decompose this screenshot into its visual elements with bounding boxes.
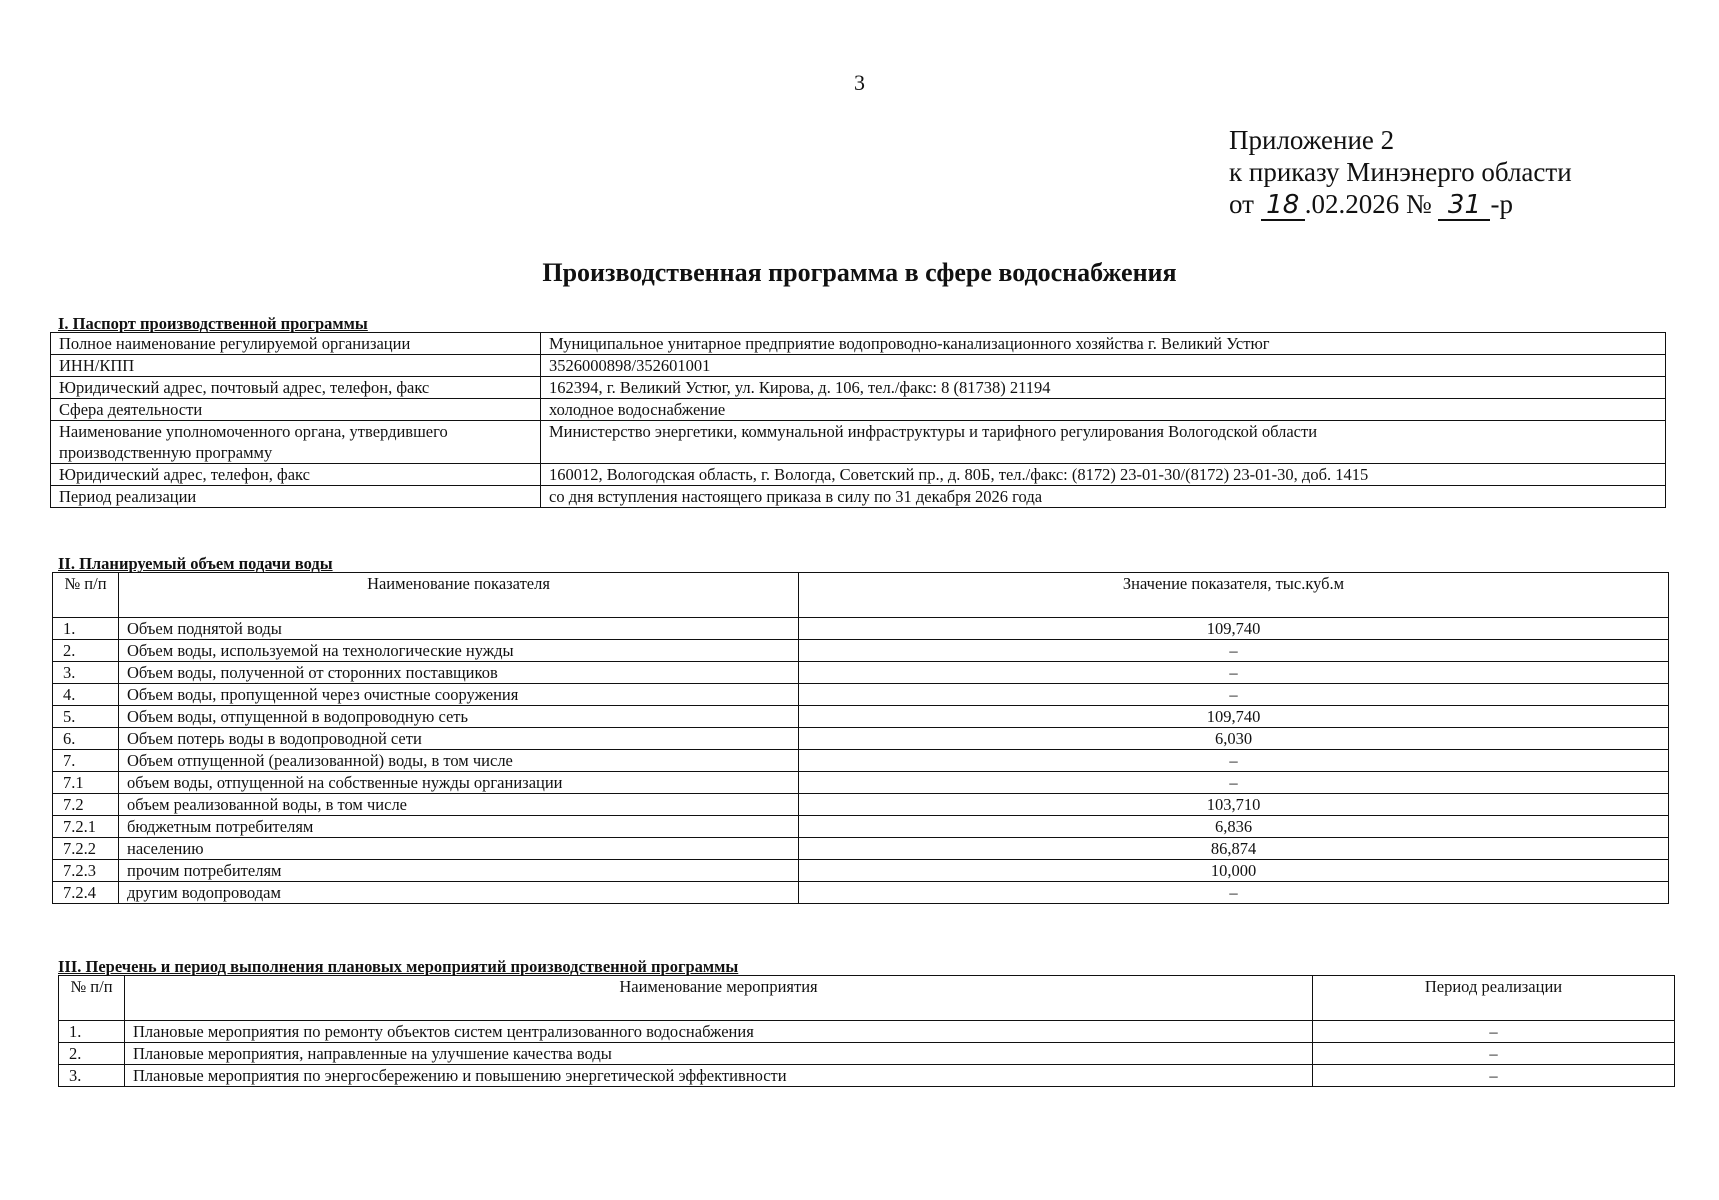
indicator-name: прочим потребителям [119, 860, 799, 882]
passport-table [50, 332, 1666, 508]
row-num: 3. [53, 662, 119, 684]
indicator-name: объем реализованной воды, в том числе [119, 794, 799, 816]
measure-period: – [1313, 1065, 1675, 1087]
measure-name: Плановые мероприятия, направленные на улучшение качества воды [125, 1043, 1313, 1065]
header-indicator-value: Значение показателя, тыс.куб.м [799, 573, 1669, 618]
indicator-value: 6,030 [799, 728, 1669, 750]
passport-label: Юридический адрес, почтовый адрес, телефон, факс [51, 377, 541, 399]
passport-label: Наименование уполномоченного органа, утвердившего производственную программу [51, 421, 541, 464]
row-num: 7.2.2 [53, 838, 119, 860]
header-period: Период реализации [1313, 976, 1675, 1021]
passport-label: Сфера деятельности [51, 399, 541, 421]
table-row [51, 377, 1666, 399]
passport-value: холодное водоснабжение [541, 399, 1666, 421]
indicator-name: Объем поднятой воды [119, 618, 799, 640]
row-num: 7.2 [53, 794, 119, 816]
table-row [53, 794, 1669, 816]
indicator-name: Объем воды, отпущенной в водопроводную сеть [119, 706, 799, 728]
row-num: 7.1 [53, 772, 119, 794]
row-num: 2. [59, 1043, 125, 1065]
indicator-name: Объем воды, используемой на технологические нужды [119, 640, 799, 662]
table-row [53, 860, 1669, 882]
passport-label: Полное наименование регулируемой организации [51, 333, 541, 355]
measure-period: – [1313, 1043, 1675, 1065]
measure-name: Плановые мероприятия по энергосбережению и повышению энергетической эффективности [125, 1065, 1313, 1087]
indicator-value: 6,836 [799, 816, 1669, 838]
indicator-value: 10,000 [799, 860, 1669, 882]
row-num: 7.2.3 [53, 860, 119, 882]
table-row [53, 618, 1669, 640]
indicator-name: другим водопроводам [119, 882, 799, 904]
section-3-title: III. Перечень и период выполнения плановых мероприятий производственной программы [58, 957, 739, 976]
table-row [53, 662, 1669, 684]
indicator-value: – [799, 772, 1669, 794]
appendix-line-1: Приложение 2 [1229, 125, 1395, 155]
passport-value: 3526000898/352601001 [541, 355, 1666, 377]
row-num: 5. [53, 706, 119, 728]
date-rest: .02.2026 № [1304, 189, 1432, 219]
table-row [59, 1065, 1675, 1087]
measures-table [58, 975, 1675, 1087]
passport-value: со дня вступления настоящего приказа в силу по 31 декабря 2026 года [541, 486, 1666, 508]
table-row [51, 486, 1666, 508]
table-row [51, 464, 1666, 486]
row-num: 1. [53, 618, 119, 640]
order-suffix: -р [1490, 189, 1513, 219]
indicator-value: 86,874 [799, 838, 1669, 860]
appendix-line-2: к приказу Минэнерго области [1229, 157, 1572, 187]
passport-value: Министерство энергетики, коммунальной инфраструктуры и тарифного регулирования Вологодской области [541, 421, 1666, 464]
row-num: 7.2.4 [53, 882, 119, 904]
passport-label: ИНН/КПП [51, 355, 541, 377]
row-num: 7. [53, 750, 119, 772]
passport-label: Период реализации [51, 486, 541, 508]
page-number: 3 [854, 70, 865, 95]
row-num: 7.2.1 [53, 816, 119, 838]
passport-value: 162394, г. Великий Устюг, ул. Кирова, д. 106, тел./факс: 8 (81738) 21194 [541, 377, 1666, 399]
table-row [53, 882, 1669, 904]
row-num: 4. [53, 684, 119, 706]
indicator-value: 103,710 [799, 794, 1669, 816]
appendix-date-line [1229, 188, 1572, 221]
table-row [53, 838, 1669, 860]
date-prefix: от [1229, 189, 1254, 219]
water-volume-table [52, 572, 1669, 904]
indicator-value: – [799, 640, 1669, 662]
passport-value: 160012, Вологодская область, г. Вологда, Советский пр., д. 80Б, тел./факс: (8172) 23-01-30/(8172) 23-01-30, доб. 1415 [541, 464, 1666, 486]
measure-name: Плановые мероприятия по ремонту объектов систем централизованного водоснабжения [125, 1021, 1313, 1043]
indicator-value: – [799, 750, 1669, 772]
row-num: 1. [59, 1021, 125, 1043]
handwritten-day: 18 [1261, 191, 1305, 221]
table-row [53, 816, 1669, 838]
table-row [53, 750, 1669, 772]
row-num: 3. [59, 1065, 125, 1087]
row-num: 2. [53, 640, 119, 662]
table-header-row [59, 976, 1675, 1021]
table-row [53, 684, 1669, 706]
appendix-block [1229, 124, 1572, 221]
indicator-value: – [799, 684, 1669, 706]
indicator-value: 109,740 [799, 618, 1669, 640]
passport-label: Юридический адрес, телефон, факс [51, 464, 541, 486]
header-indicator-name: Наименование показателя [119, 573, 799, 618]
table-header-row [53, 573, 1669, 618]
header-num: № п/п [59, 976, 125, 1021]
section-1-title: I. Паспорт производственной программы [58, 314, 368, 333]
indicator-name: объем воды, отпущенной на собственные нужды организации [119, 772, 799, 794]
table-row [53, 640, 1669, 662]
table-row [53, 772, 1669, 794]
table-row [53, 728, 1669, 750]
table-row [59, 1043, 1675, 1065]
indicator-name: бюджетным потребителям [119, 816, 799, 838]
handwritten-number: 31 [1438, 191, 1490, 221]
table-row [51, 399, 1666, 421]
passport-value: Муниципальное унитарное предприятие водопроводно-канализационного хозяйства г. Великий Устюг [541, 333, 1666, 355]
table-row [53, 706, 1669, 728]
indicator-name: Объем воды, полученной от сторонних поставщиков [119, 662, 799, 684]
table-row [51, 355, 1666, 377]
table-row [51, 421, 1666, 464]
indicator-value: – [799, 882, 1669, 904]
table-row [59, 1021, 1675, 1043]
section-2-title: II. Планируемый объем подачи воды [58, 554, 333, 573]
row-num: 6. [53, 728, 119, 750]
indicator-name: Объем отпущенной (реализованной) воды, в том числе [119, 750, 799, 772]
indicator-value: 109,740 [799, 706, 1669, 728]
header-num: № п/п [53, 573, 119, 618]
document-title: Производственная программа в сфере водоснабжения [542, 258, 1177, 287]
table-row [51, 333, 1666, 355]
indicator-name: Объем потерь воды в водопроводной сети [119, 728, 799, 750]
indicator-name: населению [119, 838, 799, 860]
indicator-value: – [799, 662, 1669, 684]
indicator-name: Объем воды, пропущенной через очистные сооружения [119, 684, 799, 706]
measure-period: – [1313, 1021, 1675, 1043]
header-measure-name: Наименование мероприятия [125, 976, 1313, 1021]
